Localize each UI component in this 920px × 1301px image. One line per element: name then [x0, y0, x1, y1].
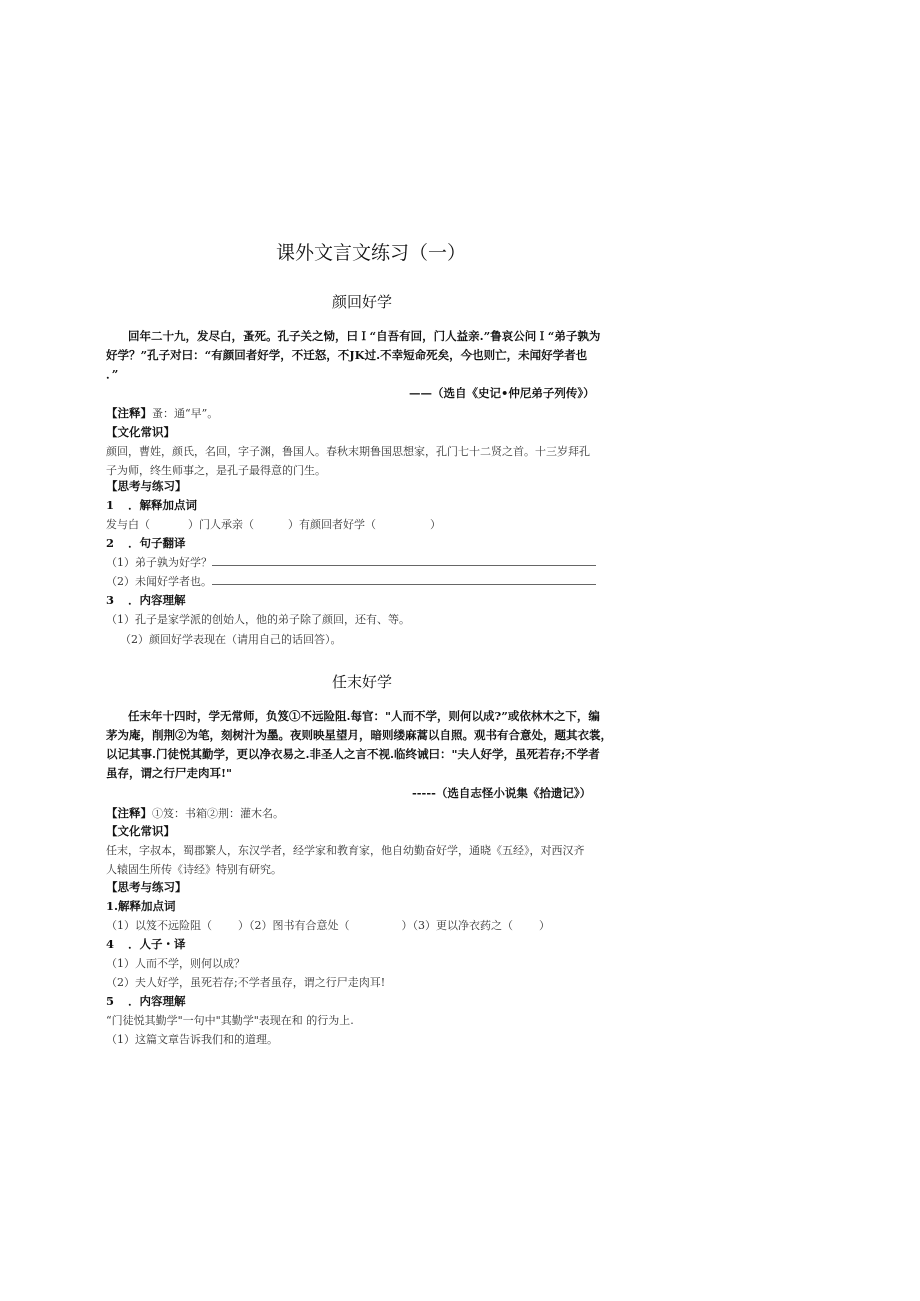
question-title: ．内容理解	[128, 994, 186, 1008]
question-2a	[106, 554, 596, 570]
passage-yanhui	[106, 327, 618, 384]
note-row	[106, 405, 218, 421]
question-number: 1	[106, 498, 115, 512]
question-number: 1.	[106, 899, 119, 913]
question-text: （1）弟子孰为好学？	[106, 556, 212, 569]
blank-prompt: ）	[430, 518, 441, 531]
question-number: 4	[106, 937, 115, 951]
question-1-title	[106, 497, 197, 513]
passage-line: 虽存，谓之行尸走肉耳!"	[106, 766, 233, 780]
note-text: ①笈：书箱②荆：灌木名。	[152, 807, 284, 820]
blank-prompt: （1）以笈不远险阻（	[106, 919, 212, 932]
passage-line: 以记其事.门徒悦其勤学，更以净衣易之.非圣人之言不视.临终诫曰："夫人好学，虽死若存;不学者	[106, 747, 600, 761]
question-1-blanks	[106, 516, 441, 532]
question-1-title	[106, 898, 176, 914]
question-3-title	[106, 592, 186, 608]
question-number: 5	[106, 994, 115, 1008]
culture-line: 子为师，终生师事之，是孔子最得意的门生。	[106, 464, 326, 477]
question-3a: “门徒悦其勤学"一句中"其勤学"表现在和 的行为上.	[106, 1014, 354, 1027]
question-number: 2	[106, 536, 115, 550]
note-label: 【注释】	[106, 806, 152, 820]
question-number: 3	[106, 593, 115, 607]
blank-prompt: ）（2）图书有合意处（	[238, 919, 350, 932]
question-2-title	[106, 936, 186, 952]
answer-line[interactable]	[212, 573, 596, 585]
question-title: ．人子・译	[128, 937, 186, 951]
passage-line: 好学？”孔子对曰：“有颜回者好学，不迁怒，不JK过.不幸短命死矣，今也则亡，未闻好学者也	[106, 348, 588, 362]
source-citation: ——（选自《史记•仲尼弟子列传》）	[409, 386, 595, 400]
question-title: ．内容理解	[128, 593, 186, 607]
passage-line: ．”	[106, 367, 119, 381]
question-3b: （2）颜回好学表现在（请用自己的话回答）。	[120, 633, 342, 646]
practice-label: 【思考与练习】	[106, 880, 187, 894]
culture-text	[106, 442, 618, 480]
question-3-title	[106, 993, 186, 1009]
note-label: 【注释】	[106, 406, 152, 420]
culture-line: 颜回，曹姓，颜氏，名回，字子渊，鲁国人。春秋末期鲁国思想家，孔门七十二贤之首。十三岁拜孔	[106, 445, 590, 458]
passage-renmo	[106, 707, 618, 783]
question-3b: （1）这篇文章告诉我们和的道理。	[106, 1033, 278, 1046]
question-2a: （1）人而不学，则何以成？	[106, 957, 245, 970]
passage-line: 任末年十四时，学无常师，负笈①不远险阻.每官："人而不学，则何以成?”或依林木之下，编	[128, 709, 600, 723]
question-text: （2）未闻好学者也。	[106, 575, 212, 588]
culture-label: 【文化常识】	[106, 824, 175, 838]
question-3a: （1）孔子是家学派的创始人，他的弟子除了颜回，还有、等。	[106, 613, 410, 626]
culture-label: 【文化常识】	[106, 425, 175, 439]
source-citation: -----（选自志怪小说集《拾遗记》）	[412, 786, 592, 800]
blank-prompt: ）	[539, 919, 550, 932]
question-title: ．句子翻译	[128, 536, 186, 550]
question-2b	[106, 573, 596, 589]
blank-prompt: ）门人承亲（	[188, 518, 254, 531]
culture-text	[106, 841, 618, 879]
passage-line: 回年二十九，发尽白，蚤死。孔子关之恸，曰Ｉ“自吾有回，门人益亲.”鲁哀公问Ｉ“弟子孰为	[128, 329, 601, 343]
question-1-blanks	[106, 917, 550, 933]
culture-line: 人辕固生所传《诗经》特别有研究。	[106, 863, 282, 876]
document-title: 课外文言文练习（一）	[276, 242, 467, 264]
culture-line: 任末，字叔本，蜀郡繁人，东汉学者，经学家和教育家，他自幼勤奋好学，通晓《五经》，对西汉齐	[106, 844, 585, 857]
blank-prompt: ）（3）更以净衣药之（	[401, 919, 513, 932]
question-2-title	[106, 535, 186, 551]
blank-prompt: ）有颜回者好学（	[288, 518, 376, 531]
note-text: 蚤：通“早”。	[152, 407, 219, 420]
answer-line[interactable]	[212, 554, 596, 566]
section-heading-renmo: 任末好学	[332, 673, 393, 691]
question-2b: （2）夫人好学，虽死若存;不学者虽存，谓之行尸走肉耳!	[106, 976, 386, 989]
question-title: 解释加点词	[118, 899, 176, 913]
note-row	[106, 805, 284, 821]
section-heading-yanhui: 颜回好学	[332, 293, 393, 311]
question-title: ．解释加点词	[128, 498, 198, 512]
blank-prompt: 发与白（	[106, 518, 150, 531]
passage-line: 茅为庵，削荆②为笔，刻树汁为墨。夜则映星望月，暗则缕麻蒿以自照。观书有合意处，题其衣裳，	[106, 728, 612, 742]
practice-label: 【思考与练习】	[106, 479, 187, 493]
